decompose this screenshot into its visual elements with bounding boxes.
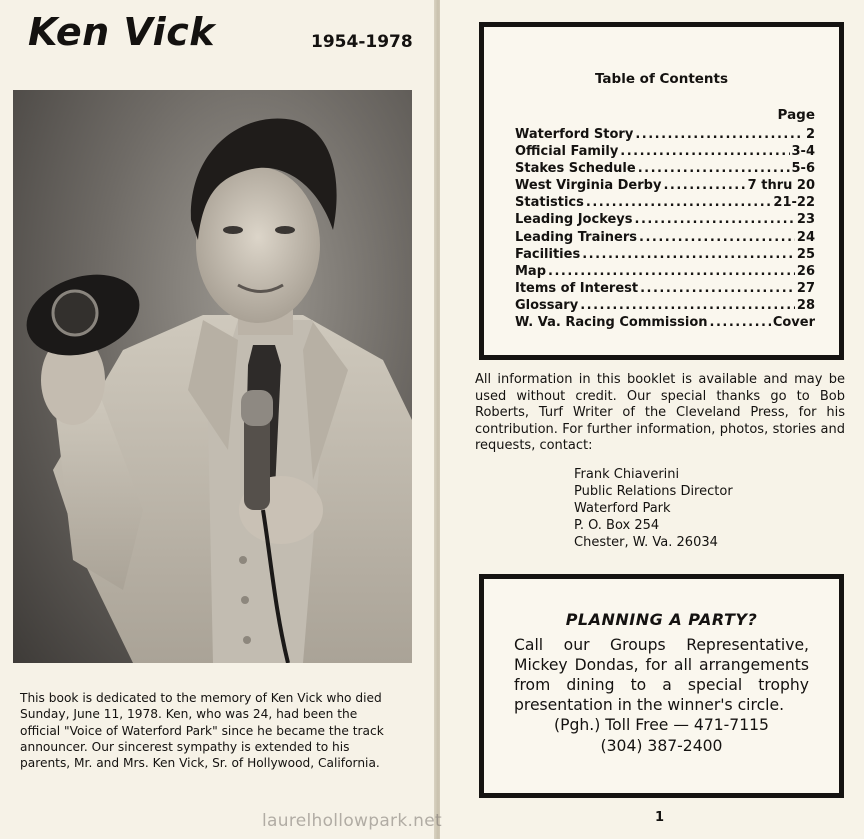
toc-entry-page: 27 [796, 280, 815, 296]
toc-entry [515, 281, 815, 298]
table-of-contents-box [479, 22, 844, 360]
toc-entry-page: 3-4 [791, 144, 815, 160]
toc-leader [663, 178, 745, 193]
toc-entry-label: Glossary [515, 297, 579, 313]
local-phone: (304) 387-2400 [600, 737, 723, 755]
portrait-photo [13, 90, 412, 663]
toc-leader [548, 264, 795, 279]
toc-entry [515, 195, 815, 212]
toc-leader [640, 281, 795, 296]
party-text: Call our Groups Representative, Mickey Dondas, for all arrangements from dining to a special trophy presentation in the winner's circle. [514, 636, 809, 714]
toc-entry-label: W. Va. Racing Commission [515, 315, 708, 331]
portrait-illustration [13, 90, 412, 663]
memorial-name: Ken Vick [28, 10, 215, 54]
toc-entry [515, 127, 815, 144]
contact-line: Public Relations Director [574, 484, 733, 499]
contact-line: Waterford Park [574, 501, 671, 516]
toc-entry-page: 26 [796, 263, 815, 279]
toc-leader [635, 212, 795, 227]
toc-entry-label: Items of Interest [515, 280, 639, 296]
toc-entry-label: West Virginia Derby [515, 178, 662, 194]
toc-leader [635, 127, 804, 142]
toc-entry [515, 212, 815, 229]
contact-line: Frank Chiaverini [574, 467, 680, 482]
site-watermark: laurelhollowpark.net [262, 811, 442, 831]
toc-leader [639, 230, 795, 245]
toc-entry-label: Facilities [515, 246, 581, 262]
toc-entry [515, 247, 815, 264]
toc-entry-label: Leading Trainers [515, 229, 638, 245]
toc-entry-label: Statistics [515, 195, 584, 211]
toc-entry-page: 28 [796, 297, 815, 313]
toc-entry-page: 25 [796, 246, 815, 262]
toc-entry [515, 230, 815, 247]
memorial-years: 1954-1978 [311, 32, 413, 52]
toc-entry-page: 5-6 [791, 161, 815, 177]
toc-leader [586, 195, 772, 210]
contact-line: P. O. Box 254 [574, 518, 660, 533]
dedication-text: This book is dedicated to the memory of Ken Vick who died Sunday, June 11, 1978. Ken, who was 24, had been the official "Voice of Waterford Park" since he became the track announcer. Our sincerest sympathy is extended to his parents, Mr. and Mrs. Ken Vick, Sr. of Hollywood, California. [20, 691, 384, 771]
toc-entry [515, 144, 815, 161]
toc-entry-label: Map [515, 263, 547, 279]
toc-entry-page: 7 thru 20 [747, 178, 815, 194]
toc-leader [710, 315, 771, 330]
toc-leader [582, 247, 795, 262]
toc-entry-page: 24 [796, 229, 815, 245]
toc-entry [515, 315, 815, 332]
toc-entry [515, 264, 815, 281]
toc-entry [515, 298, 815, 315]
toc-list [515, 127, 815, 332]
toc-entry-label: Official Family [515, 144, 619, 160]
toc-page-header: Page [777, 107, 815, 123]
toc-title: Table of Contents [594, 71, 729, 87]
planning-party-box [479, 574, 844, 798]
toc-entry-page: 23 [796, 212, 815, 228]
toc-leader [620, 144, 789, 159]
toc-entry-label: Leading Jockeys [515, 212, 633, 228]
toc-leader [638, 161, 790, 176]
page-number: 1 [655, 810, 665, 825]
toc-entry-label: Waterford Story [515, 127, 634, 142]
toc-entry-page: 2 [805, 127, 815, 142]
party-title: PLANNING A PARTY? [565, 610, 758, 629]
toc-entry [515, 178, 815, 195]
toll-free-phone: (Pgh.) Toll Free — 471-7115 [554, 716, 769, 734]
toc-entry-label: Stakes Schedule [515, 161, 636, 177]
toc-leader [580, 298, 795, 313]
toc-entry-page: Cover [772, 315, 815, 331]
contact-line: Chester, W. Va. 26034 [574, 535, 718, 550]
toc-entry [515, 161, 815, 178]
toc-entry-page: 21-22 [773, 195, 815, 211]
contact-block [574, 466, 733, 551]
info-paragraph: All information in this booklet is available and may be used without credit. Our special thanks go to Bob Roberts, Turf Writer of the Cleveland Press, for his contribution. For further information, photos, stories and requests, contact: [475, 372, 845, 454]
